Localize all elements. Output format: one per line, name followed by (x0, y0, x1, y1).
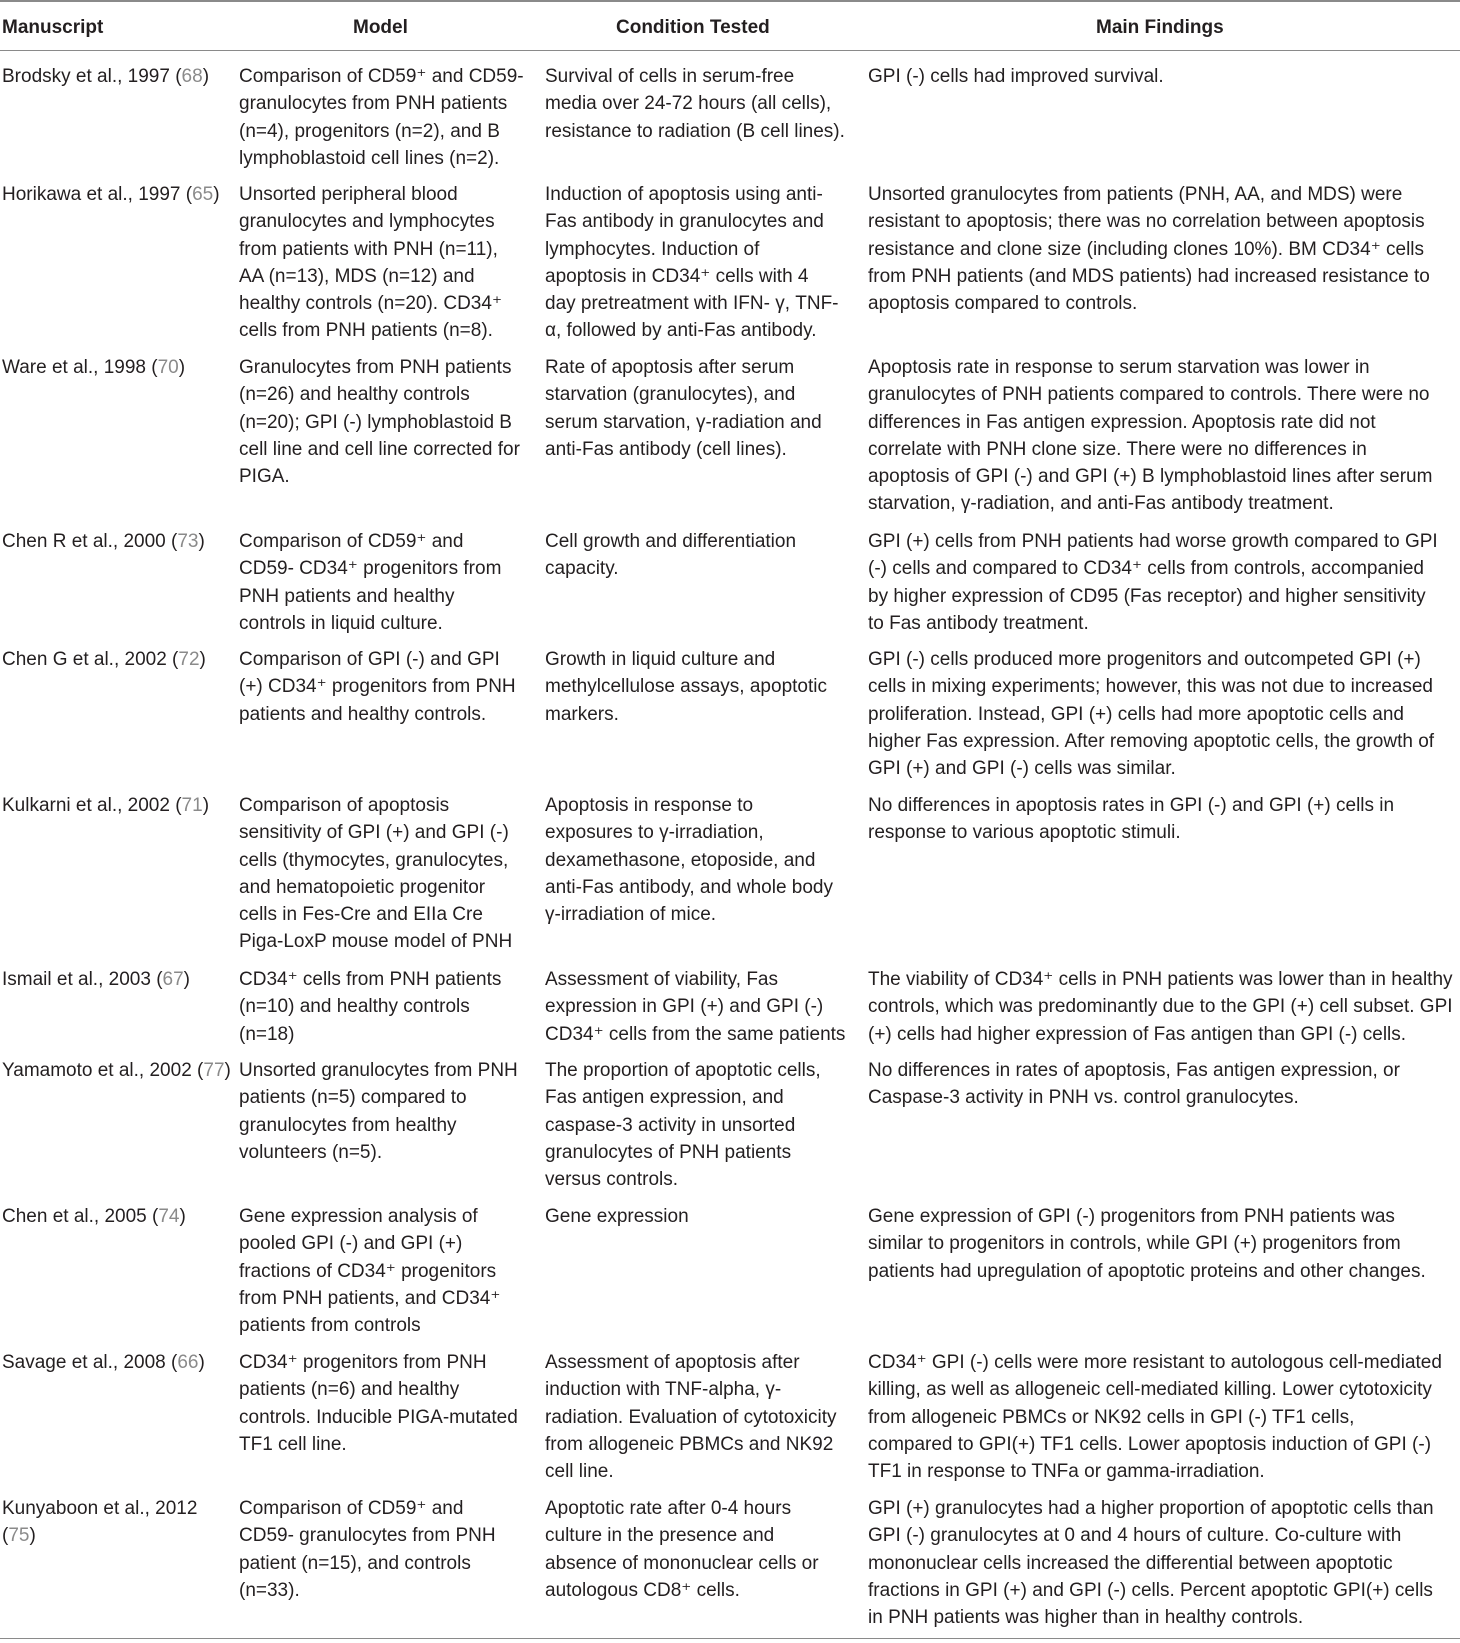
findings-cell: GPI (+) cells from PNH patients had worse growth compared to GPI (-) cells and compared to CD34⁺ cells from controls, accompanied by higher expression of CD95 (Fas receptor) and higher sensitivity to Fas antibody treatment. (868, 531, 1438, 634)
findings-cell: No differences in rates of apoptosis, Fas antigen expression, or Caspase-3 activity in PNH vs. control granulocytes. (868, 1060, 1400, 1109)
findings-cell: The viability of CD34⁺ cells in PNH patients was lower than in healthy controls, which was predominantly due to the GPI (+) cell subset. GPI (+) cells had higher expression of Fas antigen than GPI (-) cells. (868, 969, 1453, 1045)
findings-cell: Unsorted granulocytes from patients (PNH, AA, and MDS) were resistant to apoptosis; there was no correlation between apoptosis resistance and clone size (including clones 10%). BM CD34⁺ cells from PNH patients (and MDS patients) had increased resistance to apoptosis compared to controls. (868, 184, 1430, 315)
manuscript-cell: Brodsky et al., 1997 (68) (2, 66, 210, 87)
model-cell: Comparison of apoptosis sensitivity of GPI (+) and GPI (-) cells (thymocytes, granulocytes, and hematopoietic progenitor cells in Fes-Cre and EIIa Cre Piga-LoxP mouse model of PNH (239, 795, 513, 953)
model-cell: Gene expression analysis of pooled GPI (-) and GPI (+) fractions of CD34⁺ progenitors from PNH patients, and CD34⁺ patients from controls (239, 1206, 501, 1337)
reference-link[interactable]: 77 (203, 1060, 225, 1081)
reference-link[interactable]: 65 (192, 184, 214, 205)
model-cell: Comparison of CD59⁺ and CD59- CD34⁺ progenitors from PNH patients and healthy controls in liquid culture. (239, 531, 502, 634)
model-cell: Unsorted peripheral blood granulocytes and lymphocytes from patients with PNH (n=11), AA (n=13), MDS (n=12) and healthy controls (n=20). CD34⁺ cells from PNH patients (n=8). (239, 184, 502, 342)
manuscript-cell: Ware et al., 1998 (70) (2, 357, 186, 378)
condition-cell: Assessment of viability, Fas expression in GPI (+) and GPI (-) CD34⁺ cells from the same patients (545, 969, 846, 1045)
findings-cell: Gene expression of GPI (-) progenitors from PNH patients was similar to progenitors in controls, while GPI (+) progenitors from patients had upregulation of apoptotic proteins and other changes. (868, 1206, 1426, 1282)
reference-link[interactable]: 68 (181, 66, 203, 87)
header-main-findings: Main Findings (1096, 17, 1224, 38)
model-cell: Comparison of CD59⁺ and CD59- granulocytes from PNH patients (n=4), progenitors (n=2), and B lymphoblastoid cell lines (n=2). (239, 66, 524, 169)
reference-link[interactable]: 75 (8, 1525, 30, 1547)
reference-link[interactable]: 66 (177, 1352, 199, 1373)
manuscript-cell: Yamamoto et al., 2002 (77) (2, 1060, 231, 1081)
model-cell: CD34⁺ progenitors from PNH patients (n=6) and healthy controls. Inducible PIGA-mutated TF1 cell line. (239, 1352, 518, 1455)
manuscript-cell: Savage et al., 2008 (66) (2, 1352, 205, 1373)
condition-cell: Growth in liquid culture and methylcellulose assays, apoptotic markers. (545, 649, 827, 725)
model-cell: Comparison of CD59⁺ and CD59- granulocytes from PNH patient (n=15), and controls (n=33). (239, 1498, 496, 1601)
findings-cell: CD34⁺ GPI (-) cells were more resistant to autologous cell-mediated killing, as well as allogeneic cell-mediated killing. Lower cytotoxicity from allogeneic PBMCs or NK92 cells in GPI (-) TF1 cells, compared to GPI(+) TF1 cells. Lower apoptosis induction of GPI (-) TF1 in response to TNFa or gamma-irradiation. (868, 1352, 1442, 1483)
condition-cell: Apoptotic rate after 0-4 hours culture in the presence and absence of mononuclear cells or autologous CD8⁺ cells. (545, 1498, 819, 1601)
manuscript-cell: Kulkarni et al., 2002 (71) (2, 795, 210, 816)
reference-link[interactable]: 67 (162, 969, 184, 990)
header-model: Model (353, 17, 408, 38)
manuscript-cell: Chen et al., 2005 (74) (2, 1206, 186, 1227)
condition-cell: Gene expression (545, 1206, 689, 1227)
reference-link[interactable]: 71 (181, 795, 203, 816)
manuscript-cell: Chen R et al., 2000 (73) (2, 531, 205, 552)
model-cell: Unsorted granulocytes from PNH patients (n=5) compared to granulocytes from healthy volunteers (n=5). (239, 1060, 518, 1163)
condition-cell: Rate of apoptosis after serum starvation (granulocytes), and serum starvation, γ-radiation and anti-Fas antibody (cell lines). (545, 357, 822, 460)
header-condition-tested: Condition Tested (616, 17, 770, 38)
condition-cell: Apoptosis in response to exposures to γ-irradiation, dexamethasone, etoposide, and anti-Fas antibody, and whole body γ-irradiation of mice. (545, 795, 833, 926)
header-manuscript: Manuscript (2, 17, 104, 38)
table-bottom-rule (0, 1638, 1460, 1639)
findings-cell: GPI (-) cells produced more progenitors and outcompeted GPI (+) cells in mixing experiments; however, this was not due to increased proliferation. Instead, GPI (+) cells had more apoptotic cells and higher Fas expression. After removing apoptotic cells, the growth of GPI (+) and GPI (-) cells was similar. (868, 649, 1435, 780)
reference-link[interactable]: 72 (178, 649, 200, 670)
manuscript-cell: Kunyaboon et al., 2012 (75) (2, 1498, 198, 1547)
manuscript-cell: Ismail et al., 2003 (67) (2, 969, 190, 990)
condition-cell: Cell growth and differentiation capacity. (545, 531, 797, 580)
condition-cell: The proportion of apoptotic cells, Fas antigen expression, and caspase-3 activity in unsorted granulocytes of PNH patients versus controls. (545, 1060, 821, 1191)
table-header (0, 0, 1460, 51)
condition-cell: Induction of apoptosis using anti- Fas antibody in granulocytes and lymphocytes. Induction of apoptosis in CD34⁺ cells with 4 day pretreatment with IFN- γ, TNF- α, followed by anti-Fas antibody. (545, 184, 839, 342)
model-cell: Granulocytes from PNH patients (n=26) and healthy controls (n=20); GPI (-) lymphoblastoid B cell line and cell line corrected for PIGA. (239, 357, 520, 488)
model-cell: Comparison of GPI (-) and GPI (+) CD34⁺ progenitors from PNH patients and healthy controls. (239, 649, 516, 725)
findings-cell: GPI (-) cells had improved survival. (868, 66, 1164, 87)
condition-cell: Survival of cells in serum-free media over 24-72 hours (all cells), resistance to radiation (B cell lines). (545, 66, 845, 142)
findings-cell: GPI (+) granulocytes had a higher proportion of apoptotic cells than GPI (-) granulocytes at 0 and 4 hours of culture. Co-culture with mononuclear cells increased the differential between apoptotic fractions in GPI (+) and GPI (-) cells. Percent apoptotic GPI(+) cells in PNH patients was higher than in healthy controls. (868, 1498, 1434, 1629)
findings-cell: Apoptosis rate in response to serum starvation was lower in granulocytes of PNH patients compared to controls. There were no differences in Fas antigen expression. Apoptosis rate did not correlate with PNH clone size. There were no differences in apoptosis of GPI (-) and GPI (+) B lymphoblastoid lines after serum starvation, γ-radiation, and anti-Fas antibody treatment. (868, 357, 1433, 515)
reference-link[interactable]: 70 (157, 357, 179, 378)
reference-link[interactable]: 73 (177, 531, 199, 552)
manuscript-cell: Chen G et al., 2002 (72) (2, 649, 206, 670)
manuscript-cell: Horikawa et al., 1997 (65) (2, 184, 220, 205)
findings-cell: No differences in apoptosis rates in GPI (-) and GPI (+) cells in response to various apoptotic stimuli. (868, 795, 1395, 844)
model-cell: CD34⁺ cells from PNH patients (n=10) and healthy controls (n=18) (239, 969, 502, 1045)
condition-cell: Assessment of apoptosis after induction with TNF-alpha, γ- radiation. Evaluation of cytotoxicity from allogeneic PBMCs and NK92 cell line. (545, 1352, 837, 1483)
reference-link[interactable]: 74 (158, 1206, 180, 1227)
